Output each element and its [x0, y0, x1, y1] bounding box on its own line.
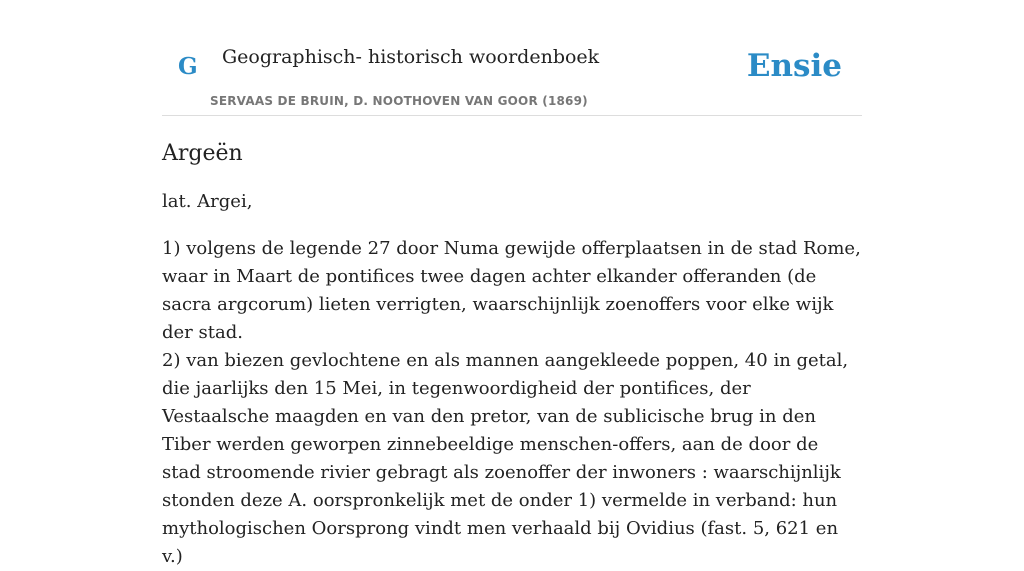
entry-subtitle: lat. Argei,: [162, 191, 253, 212]
entry-article: [162, 138, 862, 571]
entry-title: Argeën: [162, 141, 243, 166]
book-logo-icon[interactable]: G: [178, 53, 198, 80]
book-title-link[interactable]: Geographisch- historisch woordenboek: [222, 46, 600, 68]
entry-paragraph-2: 2) van biezen gevlochtene en als mannen aangekleede poppen, 40 in getal, die jaarlijks den 15 Mei, in tegenwoordigheid der pontifices, der Vestaalsche maagden en van den pretor, van de sublicische brug in den Tiber werden geworpen zinnebeeldige menschen-offers, aan de door de stad stroomende rivier gebragt als zoenoffer der inwoners : waarschijnlijk stonden deze A. oorspronkelijk met de onder 1) vermelde in verband: hun mythologischen Oorsprong vindt men verhaald bij Ovidius (fast. 5, 621 en v.): [162, 350, 849, 567]
entry-body: [162, 235, 862, 571]
ensie-logo[interactable]: Ensie: [746, 48, 842, 84]
book-author: SERVAAS DE BRUIN, D. NOOTHOVEN VAN GOOR (1869): [210, 94, 588, 108]
entry-paragraph-1: 1) volgens de legende 27 door Numa gewijde offerplaatsen in de stad Rome, waar in Maart de pontifices twee dagen achter elkander offeranden (de sacra argcorum) lieten verrigten, waarschijnlijk zoenoffers voor elke wijk der stad.: [162, 238, 861, 343]
site-header: [162, 0, 862, 116]
